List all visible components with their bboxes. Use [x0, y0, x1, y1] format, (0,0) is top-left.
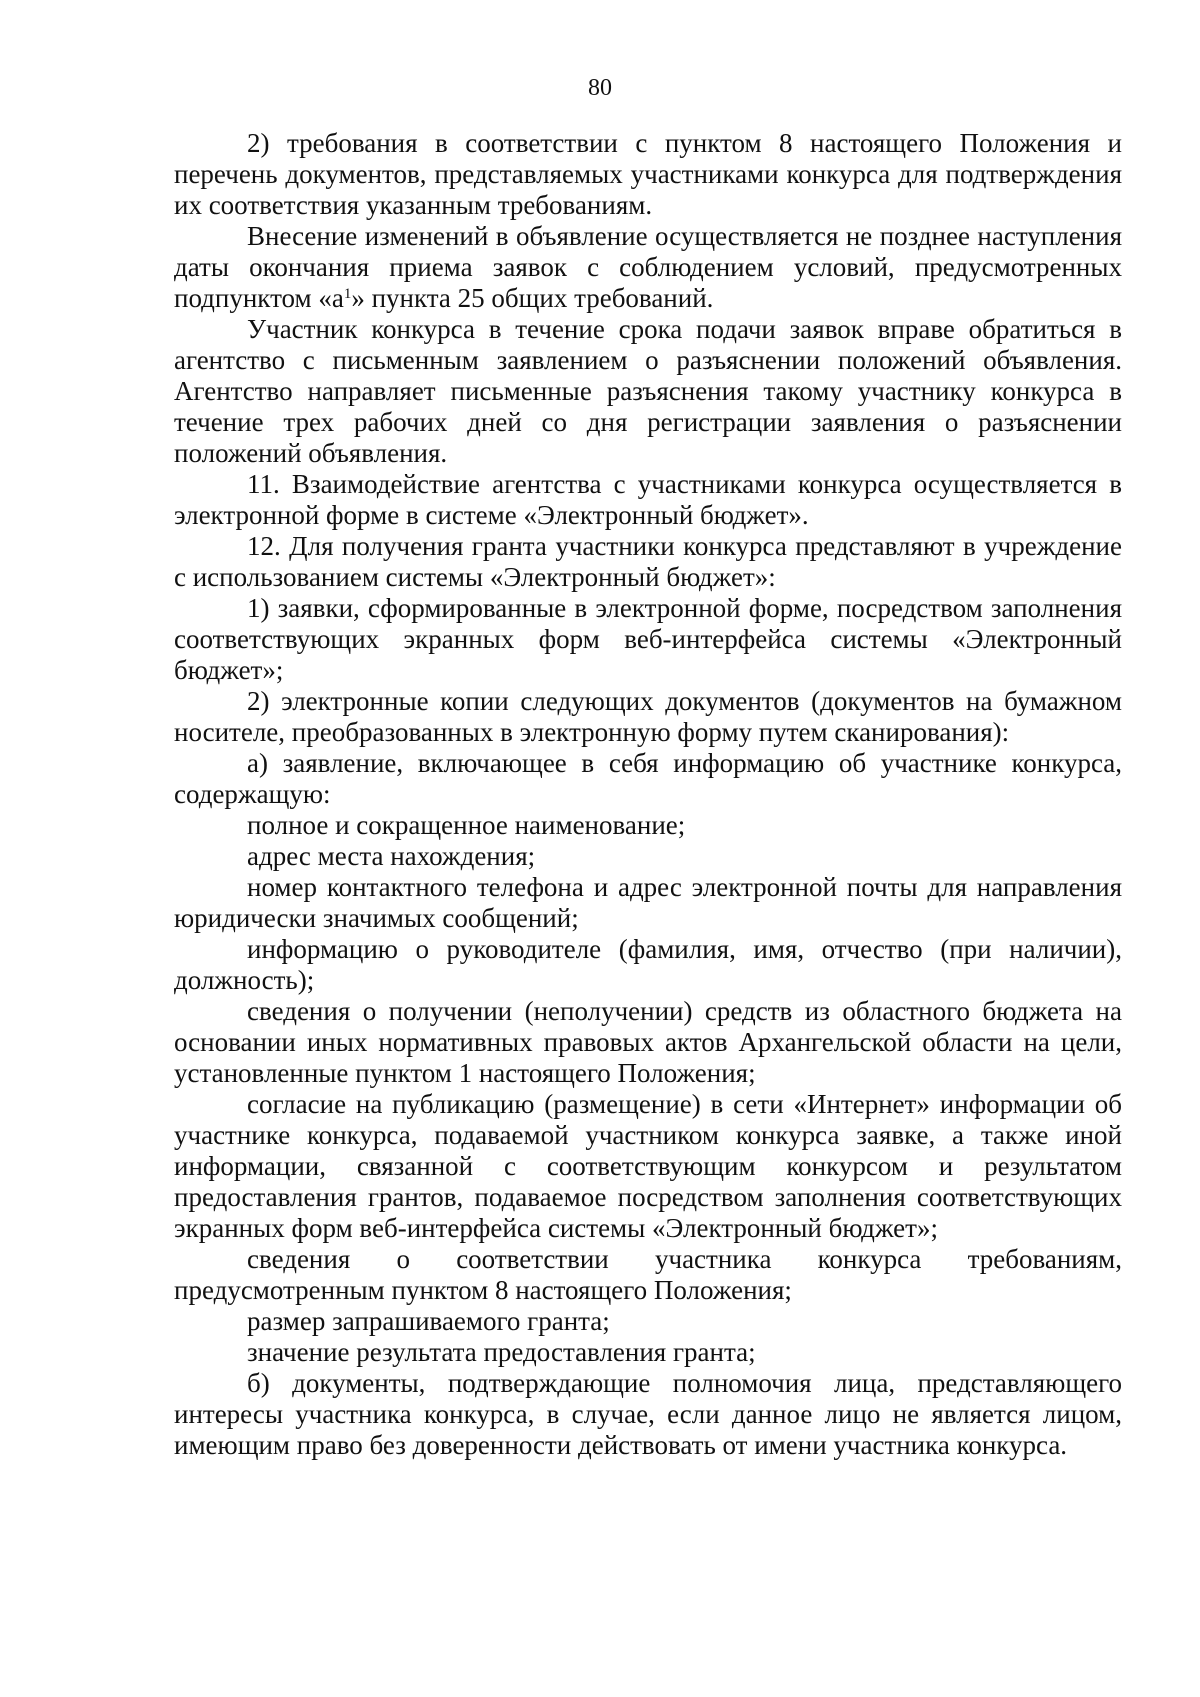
paragraph-item-1-applications: 1) заявки, сформированные в электронной форме, посредством заполнения соответствующих экранных форм веб-интерфейса системы «Электронный бюджет»;: [174, 593, 1122, 685]
list-item: согласие на публикацию (размещение) в сети «Интернет» информации об участнике конкурса, подаваемой участником конкурса заявке, а также иной информации, связанной с соответствующим конкурсом и результатом предоставления грантов, подаваемое посредством заполнения соответствующих экранных форм веб-интерфейса системы «Электронный бюджет»;: [174, 1089, 1122, 1243]
list-item: информацию о руководителе (фамилия, имя, отчество (при наличии), должность);: [174, 934, 1122, 995]
superscript-marker: 1: [343, 286, 352, 302]
paragraph-text: Внесение изменений в объявление осуществляется не позднее наступления даты окончания приема заявок с соблюдением условий, предусмотренных подпунктом «а: [174, 221, 1122, 313]
paragraph-clause-12: 12. Для получения гранта участники конкурса представляют в учреждение с использованием системы «Электронный бюджет»:: [174, 531, 1122, 592]
list-item: значение результата предоставления гранта;: [247, 1337, 756, 1367]
paragraph-item-2-electronic-copies: 2) электронные копии следующих документов (документов на бумажном носителе, преобразованных в электронную форму путем сканирования):: [174, 686, 1122, 747]
paragraph-clause-11: 11. Взаимодействие агентства с участниками конкурса осуществляется в электронной форме в системе «Электронный бюджет».: [174, 469, 1122, 530]
paragraph-requirements-item-2: 2) требования в соответствии с пунктом 8 настоящего Положения и перечень документов, представляемых участниками конкурса для подтверждения их соответствия указанным требованиям.: [174, 128, 1122, 220]
paragraph-text: » пункта 25 общих требований.: [351, 283, 714, 313]
document-body: [174, 128, 1122, 1461]
paragraph-subitem-a-statement: а) заявление, включающее в себя информацию об участнике конкурса, содержащую:: [174, 748, 1122, 809]
list-item: сведения о получении (неполучении) средств из областного бюджета на основании иных нормативных правовых актов Архангельской области на цели, установленные пунктом 1 настоящего Положения;: [174, 996, 1122, 1088]
paragraph-announcement-changes: [174, 221, 1122, 314]
list-item: сведения о соответствии участника конкурса требованиям, предусмотренным пунктом 8 настоящего Положения;: [174, 1244, 1122, 1305]
list-item: полное и сокращенное наименование;: [247, 810, 686, 840]
paragraph-subitem-b-documents: б) документы, подтверждающие полномочия лица, представляющего интересы участника конкурса, в случае, если данное лицо не является лицом, имеющим право без доверенности действовать от имени участника конкурса.: [174, 1368, 1122, 1460]
paragraph-clarification-request: Участник конкурса в течение срока подачи заявок вправе обратиться в агентство с письменным заявлением о разъяснении положений объявления. Агентство направляет письменные разъяснения такому участнику конкурса в течение трех рабочих дней со дня регистрации заявления о разъяснении положений объявления.: [174, 314, 1122, 468]
page-number: 80: [588, 75, 612, 101]
list-item: номер контактного телефона и адрес электронной почты для направления юридически значимых сообщений;: [174, 872, 1122, 933]
list-item: размер запрашиваемого гранта;: [247, 1306, 610, 1336]
list-item: адрес места нахождения;: [247, 841, 536, 871]
